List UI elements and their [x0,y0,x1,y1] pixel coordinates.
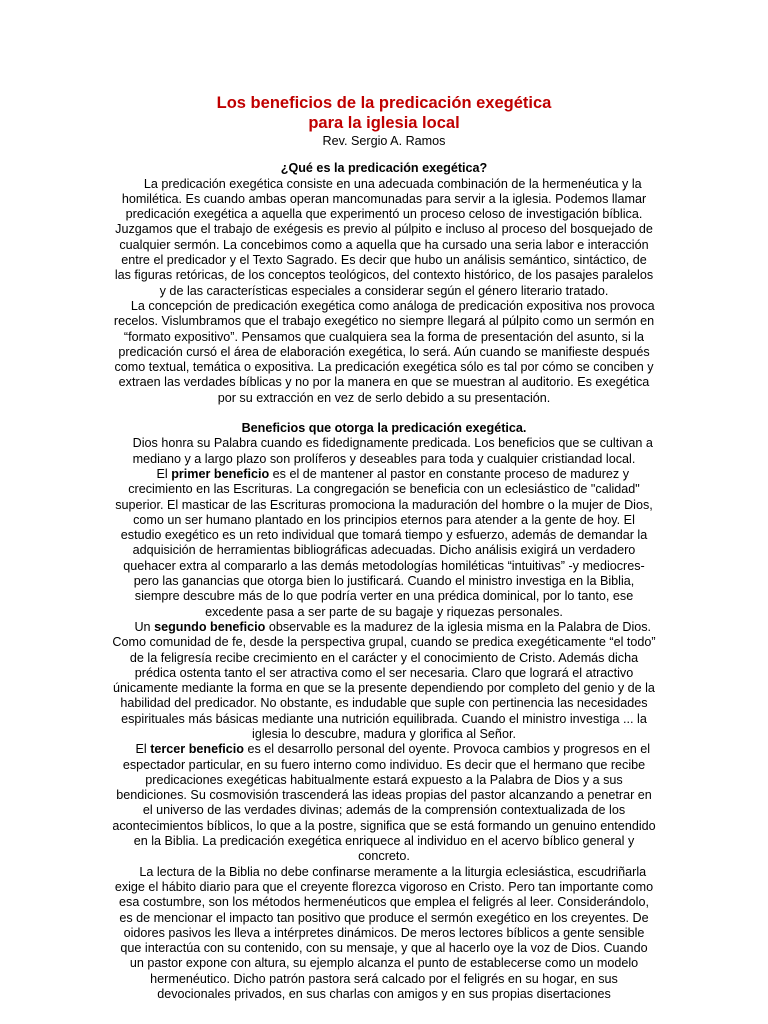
section-heading-benefits: Beneficios que otorga la predicación exegética. [241,421,527,436]
paragraph: La lectura de la Biblia no debe confinarse meramente a la liturgia eclesiástica, escudriñarla exige el hábito diario para que el creyente florezca vigoroso en Cristo. Pero tan importante como esa costumbre, son los métodos hermenéuticos que emplea el feligrés al leer. Considerándolo, es de mencionar el impacto tan positivo que produce el sermón exegético en los creyentes. De oidores pasivos les lleva a intérpretes dinámicos. De meros lectores bíblicos a gente sensible que interactúa con su contenido, con su mensaje, y que al hacerlo oye la voz de Dios. Cuando un pastor expone con altura, su ejemplo alcanza el punto de establecerse como un modelo hermenéutico. Dicho patrón pastora será calcado por el feligrés en su hogar, en sus devocionales privados, en sus charlas con amigos y en sus propias disertaciones [114,864,654,1002]
author-line: Rev. Sergio A. Ramos [322,134,446,148]
text-run: Un [134,619,155,634]
paragraph: La predicación exegética consiste en una adecuada combinación de la hermenéutica y la homilética. Es cuando ambas operan mancomunadas para servir a la iglesia. Podemos llamar predicación exegética a aquella que experimentó un proceso celoso de investigación bíblica. Juzgamos que el trabajo de exégesis es previo al púlpito e incluso al proceso del bosquejado de cualquier sermón. La concebimos como a aquella que ha cursado una seria labor e interacción entre el predicador y el Texto Sagrado. Es decir que hubo un análisis semántico, sintáctico, de las figuras retóricas, de los conceptos teológicos, del contexto histórico, de los pasajes paralelos y de las características especiales a considerar según el género literario tratado. [114,176,654,298]
bold-term-first-benefit: primer beneficio [171,466,270,481]
text-run: es el de mantener al pastor en constante proceso de madurez y crecimiento en las Escrituras. La congregación se beneficia con un eclesiástico de "calidad" superior. El masticar de las Escrituras promociona la maduración del hombre o la mujer de Dios, como un ser humano plantado en los principios eternos para atender a la gente de hoy. El estudio exegético es un reto individual que tomará tiempo y esfuerzo, además de demandar la adquisición de herramientas bibliográficas adecuadas. Dicho análisis exigirá un verdadero quehacer extra al compararlo a las demás metodologías homiléticas “intuitivas” -y mediocres- pero las ganancias que otorga bien lo justificará. Cuando el ministro investiga en la Biblia, siempre descubre más de lo que podría verter en una prédica dominical, por lo tanto, ese excedente pasa a ser parte de su bagaje y riquezas personales. [115,466,653,619]
section-heading-what-is: ¿Qué es la predicación exegética? [280,161,488,176]
paragraph-third-benefit [112,742,656,864]
text-run: El [135,742,151,757]
title-line-1: Los beneficios de la predicación exegética [216,94,552,112]
bold-term-third-benefit: tercer beneficio [150,742,244,757]
section-gap [112,406,656,421]
paragraph-second-benefit [112,620,656,742]
text-run: El [156,466,172,481]
title-line-2: para la iglesia local [308,114,460,132]
document-title [112,93,656,133]
paragraph: Dios honra su Palabra cuando es fidedignamente predicada. Los beneficios que se cultivan a mediano y a largo plazo son prolíferos y deseables para toda y cualquier cristiandad local. [132,436,653,466]
paragraph: La concepción de predicación exegética como análoga de predicación expositiva nos provoca recelos. Vislumbramos que el trabajo exegético no siempre llegará al púlpito como un sermón en “formato expositivo”. Pensamos que cualquiera sea la forma de presentación del asunto, si la predicación cursó el área de elaboración exegética, lo será. Aún cuando se manifieste después como textual, temática o expositiva. La predicación exegética sólo es tal por cómo se conciben y extraen las verdades bíblicas y no por la manera en que se muestran al auditorio. Es exegética por su extracción en vez de serlo debido a su presentación. [113,298,655,405]
text-run: es el desarrollo personal del oyente. Provoca cambios y progresos en el espectador particular, en su fuero interno como individuo. Es decir que el hermano que recibe predicaciones exegéticas habitualmente estará expuesto a la Palabra de Dios y a sus bendiciones. Su cosmovisión trascenderá las ideas propias del pastor alcanzando a penetrar en el universo de las verdades divinas; además de la comprensión contextualizada de los acontecimientos bíblicos, lo que a la postre, significa que se está formando un genuino entendido en la Biblia. La predicación exegética enriquece al individuo en el acervo bíblico general y concreto. [112,742,656,864]
bold-term-second-benefit: segundo beneficio [154,619,266,634]
paragraph-first-benefit [112,467,656,620]
text-run: observable es la madurez de la iglesia misma en la Palabra de Dios. Como comunidad de fe, desde la perspectiva grupal, cuando se predica exegéticamente “el todo” de la feligresía recibe crecimiento en el carácter y el conocimiento de Cristo. Además dicha prédica ostenta tanto el ser atractiva como el ser necesaria. Claro que logrará el atractivo únicamente mediante la forma en que se la presente dependiendo por completo del genio y de la habilidad del predicador. No obstante, es indudable que suple con pertinencia las necesidades espirituales más básicas mediante una nutrición equilibrada. Cuando el ministro investiga ... la iglesia lo descubre, madura y glorifica al Señor. [112,619,656,741]
